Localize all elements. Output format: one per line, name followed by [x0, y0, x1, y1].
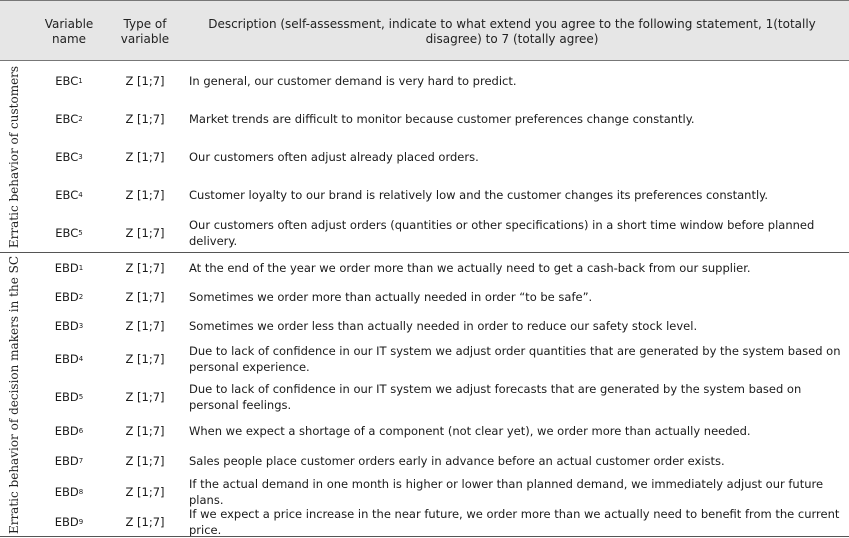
variable-index: 5	[78, 393, 84, 401]
variable-code: EBD	[54, 260, 79, 275]
variable-index: 8	[78, 487, 84, 496]
variable-type-cell: Z [1;7]	[125, 390, 165, 404]
table-row	[0, 340, 849, 378]
variable-name-cell	[30, 416, 108, 445]
variable-code: EBD	[54, 514, 79, 529]
description-cell: Customer loyalty to our brand is relatively low and the customer changes its preferences constantly.	[189, 188, 768, 202]
header-description: Description (self-assessment, indicate to what extend you agree to the following statement, 1(totally disagree) to 7 (totally agree)	[208, 16, 816, 46]
table-row	[0, 100, 849, 138]
description-cell: Market trends are difficult to monitor because customer preferences change constantly.	[189, 112, 695, 126]
variable-type-cell: Z [1;7]	[125, 73, 165, 88]
variable-type-cell: Z [1;7]	[125, 150, 165, 164]
variable-name-cell	[30, 100, 108, 138]
variable-code: EBD	[54, 453, 79, 468]
variable-type-cell: Z [1;7]	[125, 226, 165, 240]
header-type-of-variable: Type of variable	[120, 16, 170, 46]
description-cell: Due to lack of confidence in our IT system we adjust forecasts that are generated by the system based on personal feelings.	[189, 382, 802, 412]
variable-type-cell: Z [1;7]	[125, 423, 165, 438]
table-row	[0, 378, 849, 416]
variable-type-cell: Z [1;7]	[125, 289, 165, 304]
variable-code: EBD	[54, 289, 79, 304]
variable-index: 1	[78, 263, 84, 272]
variable-code: EBD	[54, 318, 79, 333]
description-cell: At the end of the year we order more than we actually need to get a cash-back from our supplier.	[189, 260, 751, 275]
variable-index: 3	[78, 153, 83, 161]
variable-name-cell	[30, 507, 108, 536]
variable-code: EBD	[54, 423, 79, 438]
variable-code: EBC	[55, 226, 79, 240]
variable-name-cell	[30, 138, 108, 176]
table-row	[0, 214, 849, 252]
table-row	[0, 445, 849, 476]
variable-index: 3	[78, 321, 84, 330]
variable-type-cell: Z [1;7]	[125, 514, 165, 529]
variable-type-cell: Z [1;7]	[125, 112, 165, 126]
variable-name-cell	[30, 476, 108, 507]
variable-index: 6	[78, 426, 84, 435]
description-cell: If the actual demand in one month is higher or lower than planned demand, we immediately adjust our future plans.	[189, 476, 824, 507]
description-cell: Sales people place customer orders early in advance before an actual customer order exists.	[189, 453, 725, 468]
variable-code: EBC	[55, 150, 79, 164]
variable-name-cell	[30, 311, 108, 340]
variable-type-cell: Z [1;7]	[125, 453, 165, 468]
table-row	[0, 507, 849, 536]
variable-name-cell	[30, 253, 108, 282]
group-label-text: Erratic behavior of customers	[7, 65, 21, 248]
table-row	[0, 61, 849, 100]
variable-index: 5	[78, 229, 83, 237]
variable-index: 2	[78, 292, 84, 301]
variable-type-cell: Z [1;7]	[125, 188, 165, 202]
table-row	[0, 253, 849, 282]
description-cell: Due to lack of confidence in our IT system we adjust order quantities that are generated by the system based on personal experience.	[189, 344, 841, 374]
table-row	[0, 311, 849, 340]
table-row	[0, 138, 849, 176]
variable-name-cell	[30, 282, 108, 311]
variable-code: EBC	[55, 112, 79, 126]
description-cell: Sometimes we order more than actually needed in order “to be safe”.	[189, 289, 593, 304]
variable-name-cell	[30, 176, 108, 214]
table-row	[0, 416, 849, 445]
header-variable-name: Variable name	[44, 16, 94, 46]
variable-type-cell: Z [1;7]	[125, 352, 165, 366]
variable-index: 2	[78, 115, 83, 123]
variable-index: 7	[78, 456, 84, 465]
group-label	[0, 61, 28, 252]
variable-index: 9	[78, 517, 84, 526]
variable-type-cell: Z [1;7]	[125, 260, 165, 275]
variable-name-cell	[30, 214, 108, 252]
table-row	[0, 476, 849, 507]
group-label-text: Erratic behavior of decision makers in the SC	[7, 255, 21, 534]
description-cell: When we expect a shortage of a component (not clear yet), we order more than actually needed.	[189, 423, 751, 438]
variable-code: EBD	[54, 484, 79, 499]
variable-index: 4	[78, 355, 84, 363]
description-cell: Sometimes we order less than actually needed in order to reduce our safety stock level.	[189, 318, 698, 333]
description-cell: In general, our customer demand is very hard to predict.	[189, 73, 517, 88]
variable-code: EBD	[54, 390, 79, 404]
variable-code: EBD	[54, 352, 79, 366]
description-cell: If we expect a price increase in the near future, we order more than we actually need to benefit from the current price.	[189, 506, 840, 537]
variable-index: 4	[78, 191, 83, 199]
variable-name-cell	[30, 378, 108, 416]
variable-code: EBC	[55, 73, 79, 88]
table-row	[0, 176, 849, 214]
description-cell: Our customers often adjust orders (quantities or other specifications) in a short time window before planned delivery.	[189, 218, 815, 248]
description-cell: Our customers often adjust already placed orders.	[189, 150, 479, 164]
group-label	[0, 253, 28, 536]
variable-name-cell	[30, 61, 108, 100]
variable-type-cell: Z [1;7]	[125, 318, 165, 333]
variable-name-cell	[30, 445, 108, 476]
variable-index: 1	[78, 76, 83, 85]
variable-type-cell: Z [1;7]	[125, 484, 165, 499]
variable-name-cell	[30, 340, 108, 378]
table-header	[0, 0, 849, 61]
table-row	[0, 282, 849, 311]
variable-code: EBC	[55, 188, 79, 202]
